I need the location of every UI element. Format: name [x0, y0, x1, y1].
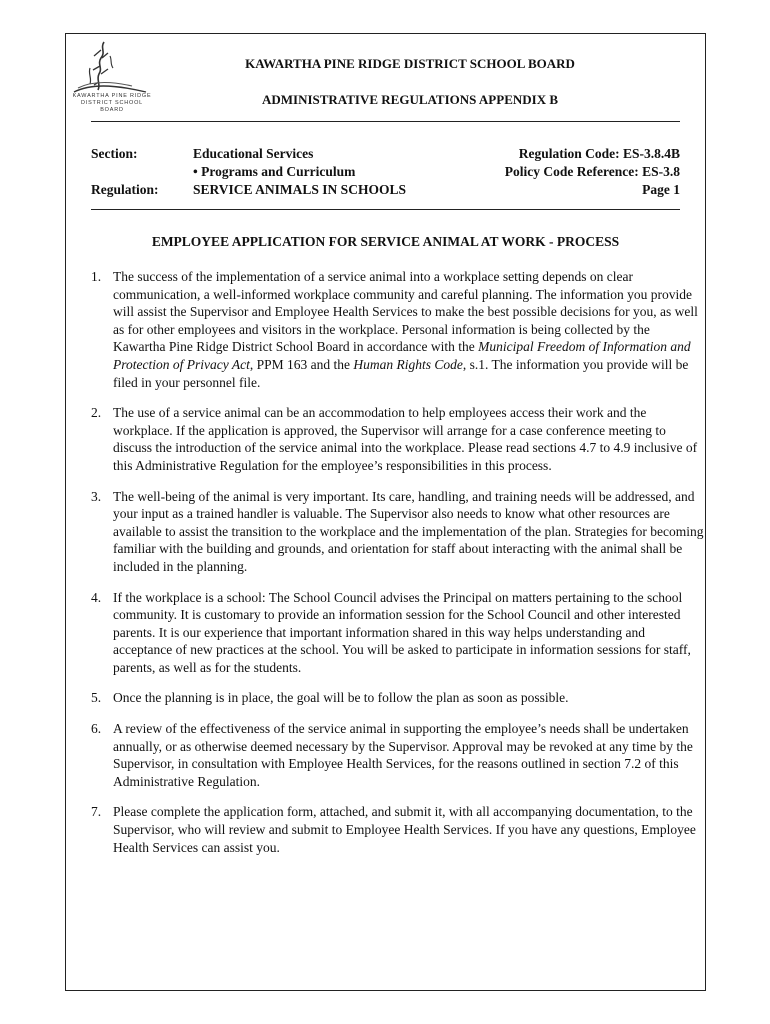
item-number: 6. — [91, 721, 102, 737]
code-title: Human Rights Code — [353, 356, 463, 372]
item-text: , s.1. The information you provide will be filed in your personnel file. — [113, 356, 689, 390]
item-number: 1. — [91, 269, 102, 284]
item-text: , PPM 163 and the — [249, 356, 354, 372]
list-item — [91, 268, 705, 391]
item-text: The success of the implementation of a service animal into a workplace setting depends on clear communication, a well-informed workplace community and careful planning. The information you provide will assist the Supervisor and Employee Health Services to make the best possible decisions for you, as well as for other employees and visitors in the workplace. Personal information is being collected by the Kawartha Pine Ridge District School Board in accordance with the — [113, 269, 698, 355]
regulation-label: Regulation: — [91, 182, 159, 197]
page-number: Page 1 — [642, 182, 680, 197]
regulation-code: Regulation Code: ES-3.8.4B — [518, 146, 680, 161]
item-number: 7. — [91, 804, 102, 820]
item-text: The well-being of the animal is very important. Its care, handling, and training needs will be addressed, and your input as a trained handler is valuable. The Supervisor also needs to know what other resources are available to assist the transition to the workplace and the implementation of the plan. Strategies for becoming familiar with the building and grounds, and orientation for staff about interacting with the animal shall be included in the planning. — [113, 488, 704, 574]
board-name: KAWARTHA PINE RIDGE DISTRICT SCHOOL BOARD — [245, 56, 575, 71]
regulation-value: SERVICE ANIMALS IN SCHOOLS — [193, 182, 406, 197]
policy-code-reference: Policy Code Reference: ES-3.8 — [504, 164, 680, 179]
list-item — [91, 488, 705, 576]
item-number: 5. — [91, 690, 102, 706]
list-item — [91, 404, 705, 474]
document-title: EMPLOYEE APPLICATION FOR SERVICE ANIMAL AT WORK - PROCESS — [151, 234, 620, 249]
item-text: Once the planning is in place, the goal will be to follow the plan as soon as possible. — [113, 690, 569, 706]
list-item — [91, 803, 705, 856]
logo-caption: KAWARTHA PINE RIDGE DISTRICT SCHOOL BOARD — [72, 93, 152, 113]
item-text: Please complete the application form, attached, and submit it, with all accompanying documentation, to the Supervisor, who will review and submit to Employee Health Services. If you have any questions, Employee Health Services can assist you. — [113, 804, 696, 855]
header-divider — [91, 121, 680, 122]
list-item — [91, 589, 705, 677]
document-subtitle: ADMINISTRATIVE REGULATIONS APPENDIX B — [261, 92, 559, 107]
item-text: The use of a service animal can be an accommodation to help employees access their work and the workplace. If the application is approved, the Supervisor will arrange for a case conference meeting to discuss the introduction of the service animal into the workplace. Please read sections 4.7 to 4.9 inclusive of this Administrative Regulation for the employee’s responsibilities in this process. — [113, 405, 698, 473]
item-number: 3. — [91, 488, 102, 504]
item-text: A review of the effectiveness of the service animal in supporting the employee’s needs shall be undertaken annually, or as otherwise deemed necessary by the Supervisor. Approval may be revoked at any time by the Supervisor, in consultation with Employee Health Services, for the reasons outlined in section 7.2 of this Administrative Regulation. — [113, 721, 693, 789]
list-item — [91, 720, 705, 790]
section-value: Educational Services — [193, 146, 314, 161]
item-number: 2. — [91, 405, 102, 421]
item-number: 4. — [91, 589, 102, 605]
list-item — [91, 689, 705, 707]
meta-divider — [91, 209, 680, 210]
item-text: If the workplace is a school: The School Council advises the Principal on matters pertaining to the school community. It is customary to provide an information session for the School Council and other interested parents. It is our experience that important information shared in this way helps understanding and acceptance of new practices at the school. You will be asked to participate in information sessions for staff, parents, as well as for the students. — [113, 589, 691, 675]
process-list — [91, 268, 705, 869]
act-title: Municipal Freedom of Information and Protection of Privacy Act — [113, 339, 691, 372]
section-subvalue: • Programs and Curriculum — [193, 164, 356, 179]
section-label: Section: — [91, 146, 138, 161]
